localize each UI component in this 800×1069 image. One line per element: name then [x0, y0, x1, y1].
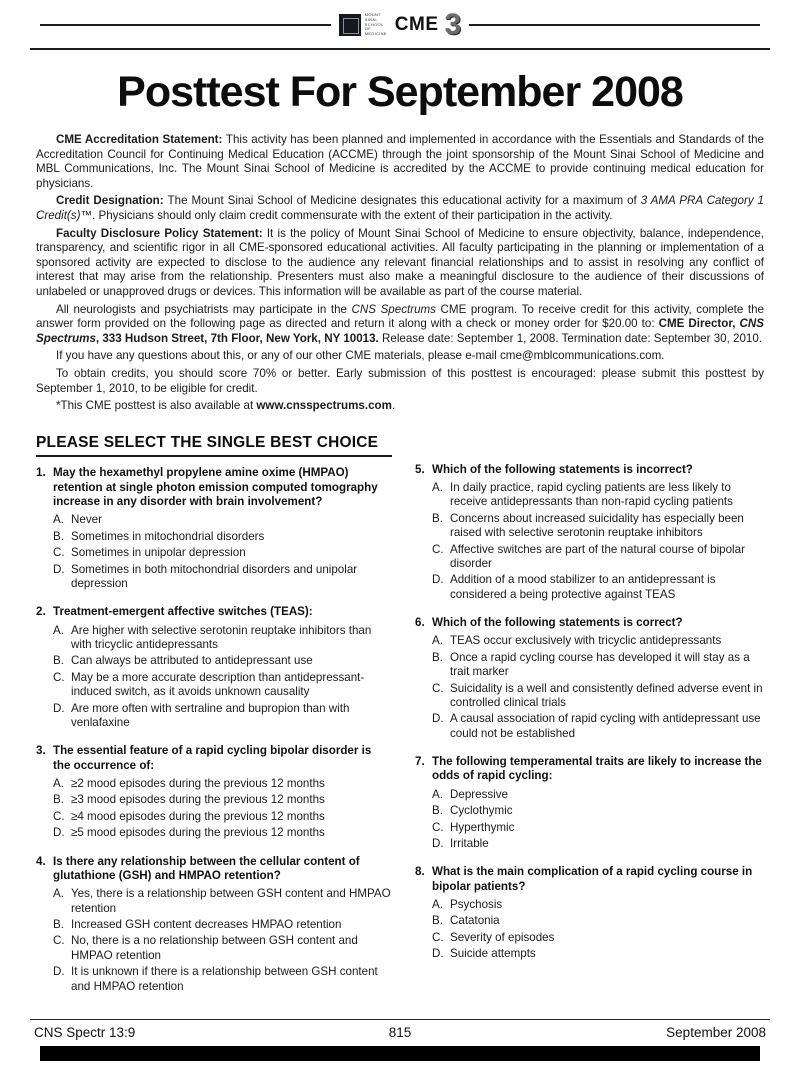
- option-letter: C.: [432, 930, 444, 944]
- option-letter: B.: [53, 918, 64, 932]
- journal-header: [40, 10, 760, 40]
- question-stem: [36, 744, 391, 773]
- answer-options: [36, 887, 391, 994]
- intro-text-segment: CNS Spectrums: [351, 302, 436, 316]
- answer-option-a: [53, 513, 391, 527]
- intro-text-segment: CNS Spectrums: [36, 317, 764, 345]
- question-number: 5.: [415, 462, 425, 476]
- answer-option-a: [53, 887, 391, 916]
- intro-paragraph-7: [36, 399, 764, 414]
- answer-option-a: [53, 777, 391, 791]
- option-letter: C.: [53, 546, 65, 560]
- question-stem: [415, 865, 770, 894]
- answer-option-d: [432, 947, 770, 961]
- option-letter: C.: [432, 820, 444, 834]
- option-text: ≥5 mood episodes during the previous 12 months: [71, 826, 325, 840]
- footer-journal: CNS Spectr 13:9: [34, 1025, 136, 1040]
- question-text: Which of the following statements is incorrect?: [432, 462, 693, 476]
- question-stem: [36, 466, 391, 509]
- answer-option-b: [53, 918, 391, 932]
- option-letter: D.: [53, 562, 65, 576]
- option-text: In daily practice, rapid cycling patients are less likely to receive antidepressants than non-rapid cycling patients: [450, 481, 733, 509]
- header-divider: [30, 48, 770, 50]
- option-text: Sometimes in unipolar depression: [71, 546, 246, 560]
- intro-text-segment: Release date: September 1, 2008. Termination date: September 30, 2010.: [378, 331, 763, 345]
- answer-option-c: [432, 682, 770, 711]
- intro-paragraph-2: [36, 194, 764, 223]
- answer-option-d: [432, 573, 770, 602]
- intro-text-segment: . Physicians should only claim credit commensurate with the extent of their participation in the activity.: [92, 208, 613, 222]
- intro-text-segment: This activity has been planned and implemented in accordance with the Essentials and Standards of the Accreditation Council for Continuing Medical Education (ACCME) through the joint sponsorship of the Mount Sinai School of Medicine and MBL Communications, Inc. The Mount Sinai School of Medicine is accredited by the ACCME to provide continuing medical education for physicians.: [36, 133, 764, 190]
- intro-text-segment: The Mount Sinai School of Medicine designates this educational activity for a maximum of: [167, 194, 641, 208]
- question-stem: [36, 605, 391, 619]
- question-5: [415, 463, 770, 602]
- option-letter: D.: [432, 947, 444, 961]
- questions-area: [36, 434, 770, 1008]
- intro-section: [36, 133, 764, 414]
- option-letter: C.: [53, 809, 65, 823]
- question-text: Treatment-emergent affective switches (TEAS):: [53, 605, 313, 619]
- header-rule-right: [469, 24, 760, 26]
- answer-option-b: [53, 793, 391, 807]
- intro-text-segment: Credit Designation:: [56, 194, 168, 208]
- option-text: Suicide attempts: [450, 947, 536, 961]
- intro-paragraph-4: [36, 303, 764, 347]
- answer-option-c: [432, 543, 770, 572]
- option-text: Hyperthymic: [450, 820, 515, 834]
- answer-option-d: [53, 965, 391, 994]
- mount-sinai-logo-icon: [339, 14, 361, 36]
- question-text: Which of the following statements is correct?: [432, 616, 683, 630]
- option-letter: A.: [432, 898, 443, 912]
- intro-text-segment: , 333 Hudson Street, 7th Floor, New York, NY 10013.: [95, 331, 379, 345]
- question-number: 8.: [415, 865, 425, 879]
- intro-text-segment: Faculty Disclosure Policy Statement:: [56, 226, 267, 240]
- question-8: [415, 865, 770, 961]
- option-letter: B.: [53, 654, 64, 668]
- answer-options: [415, 898, 770, 962]
- answer-option-a: [432, 481, 770, 510]
- answer-option-d: [432, 837, 770, 851]
- intro-text-segment: CME program. To receive credit for this activity, complete the answer form provided on the following page as directed and return it along with a check or money order for $20.00 to:: [36, 302, 765, 331]
- intro-text-segment: It is the policy of Mount Sinai School of Medicine to ensure objectivity, balance, independence, transparency, and scientific rigor in all CME-sponsored educational activities. All faculty participating in the planning or implementation of a sponsored activity are expected to disclose to the audience any relevant financial relationships and to assist in resolving any conflict of interest that may arise from the relationship. Presenters must also make a meaningful disclosure to the audience of their discussions of unlabeled or unapproved drugs or devices. This information will be available as part of the course material.: [36, 226, 764, 298]
- option-letter: C.: [432, 681, 444, 695]
- option-text: Sometimes in mitochondrial disorders: [71, 529, 265, 543]
- option-text: Affective switches are part of the natural course of bipolar disorder: [450, 542, 745, 570]
- option-letter: A.: [53, 623, 64, 637]
- answer-option-c: [53, 671, 391, 700]
- option-text: Psychosis: [450, 898, 503, 912]
- option-letter: A.: [53, 513, 64, 527]
- question-text: The following temperamental traits are likely to increase the odds of rapid cycling:: [432, 755, 762, 783]
- option-letter: B.: [432, 804, 443, 818]
- question-stem: [415, 463, 770, 477]
- answer-option-d: [432, 712, 770, 741]
- footer-issue-date: September 2008: [666, 1025, 766, 1040]
- intro-text-segment: www.cnsspectrums.com: [256, 399, 392, 413]
- option-letter: B.: [432, 650, 443, 664]
- option-letter: D.: [432, 573, 444, 587]
- intro-text-segment: All neurologists and psychiatrists may participate in the: [56, 302, 352, 316]
- answer-option-b: [53, 530, 391, 544]
- answer-option-c: [432, 821, 770, 835]
- cme-logo-number: 3: [444, 8, 462, 41]
- question-text: The essential feature of a rapid cycling bipolar disorder is the occurrence of:: [53, 744, 372, 772]
- option-text: Catatonia: [450, 914, 500, 928]
- intro-text-segment: 3 AMA PRA Category 1 Credit(s)™: [36, 194, 764, 222]
- footer-divider: [30, 1019, 770, 1020]
- answer-option-c: [53, 934, 391, 963]
- question-number: 2.: [36, 605, 46, 619]
- option-letter: A.: [53, 777, 64, 791]
- intro-text-segment: CME Director,: [658, 317, 740, 331]
- answer-option-d: [53, 702, 391, 731]
- option-text: Are higher with selective serotonin reuptake inhibitors than with tricyclic antidepressants: [71, 623, 372, 652]
- question-number: 6.: [415, 616, 425, 630]
- bottom-bar: [40, 1046, 760, 1061]
- option-letter: B.: [432, 914, 443, 928]
- option-letter: A.: [432, 787, 443, 801]
- option-text: Addition of a mood stabilizer to an antidepressant is considered a being protective against TEAS: [450, 573, 716, 601]
- answer-option-b: [432, 512, 770, 541]
- cme-logo-text: CME: [394, 14, 439, 35]
- answer-option-d: [53, 826, 391, 840]
- answer-options: [415, 481, 770, 602]
- questions-left-column: [36, 434, 391, 1008]
- question-6: [415, 616, 770, 741]
- option-text: Sometimes in both mitochondrial disorders and unipolar depression: [71, 562, 358, 590]
- page-footer: [0, 1019, 800, 1069]
- option-letter: B.: [53, 793, 64, 807]
- footer-page-number: 815: [388, 1025, 412, 1040]
- option-text: Are more often with sertraline and bupropion than with venlafaxine: [71, 701, 350, 729]
- question-7: [415, 755, 770, 851]
- option-text: Suicidality is a well and consistently defined adverse event in controlled clinical trials: [450, 681, 763, 709]
- question-number: 4.: [36, 854, 46, 868]
- answer-options: [36, 624, 391, 731]
- option-text: ≥2 mood episodes during the previous 12 months: [71, 777, 325, 791]
- question-number: 3.: [36, 744, 46, 758]
- option-text: Never: [71, 513, 102, 527]
- option-text: Once a rapid cycling course has developed it will stay as a trait marker: [450, 650, 750, 679]
- question-4: [36, 855, 391, 994]
- cme-logo: [331, 10, 469, 40]
- answer-option-b: [432, 914, 770, 928]
- option-text: No, there is a no relationship between GSH content and HMPAO retention: [71, 934, 358, 962]
- answer-option-b: [432, 651, 770, 680]
- option-text: Depressive: [450, 787, 508, 801]
- mount-sinai-microtext: MOUNT SINAI SCHOOL OF MEDICINE: [364, 12, 387, 37]
- answer-option-d: [53, 563, 391, 592]
- option-text: Cyclothymic: [450, 804, 513, 818]
- question-3: [36, 744, 391, 840]
- option-text: ≥3 mood episodes during the previous 12 months: [71, 793, 325, 807]
- option-letter: C.: [53, 934, 65, 948]
- answer-options: [36, 777, 391, 841]
- option-text: Concerns about increased suicidality has especially been raised with selective serotonin reuptake inhibitors: [450, 511, 744, 540]
- option-letter: B.: [53, 529, 64, 543]
- option-text: Increased GSH content decreases HMPAO retention: [71, 918, 342, 932]
- option-text: TEAS occur exclusively with tricyclic antidepressants: [450, 634, 722, 648]
- option-letter: A.: [432, 634, 443, 648]
- footer-row: [34, 1025, 766, 1040]
- answer-option-a: [53, 624, 391, 653]
- option-letter: D.: [53, 965, 65, 979]
- option-letter: C.: [53, 670, 65, 684]
- option-letter: A.: [432, 481, 443, 495]
- intro-text-segment: If you have any questions about this, or any of our other CME materials, please e-mail cme@mblcommunications.com.: [56, 349, 665, 363]
- intro-text-segment: To obtain credits, you should score 70% or better. Early submission of this posttest is encouraged: please submit this posttest by September 1, 2010, to be eligible for credit.: [36, 366, 764, 395]
- option-text: Can always be attributed to antidepressant use: [71, 654, 313, 668]
- question-1: [36, 466, 391, 591]
- option-letter: C.: [432, 542, 444, 556]
- answer-options: [415, 634, 770, 741]
- option-text: May be a more accurate description than antidepressant-induced switch, as it avoids unknown causality: [71, 670, 365, 699]
- answer-option-a: [432, 634, 770, 648]
- question-number: 7.: [415, 755, 425, 769]
- intro-text-segment: *This CME posttest is also available at: [56, 399, 257, 413]
- option-text: ≥4 mood episodes during the previous 12 months: [71, 809, 325, 823]
- question-number: 1.: [36, 466, 46, 480]
- answer-option-b: [432, 804, 770, 818]
- question-stem: [415, 755, 770, 784]
- header-rule-left: [40, 24, 331, 26]
- question-stem: [36, 855, 391, 884]
- answer-option-c: [53, 810, 391, 824]
- section-heading: PLEASE SELECT THE SINGLE BEST CHOICE: [36, 434, 392, 458]
- option-text: Severity of episodes: [450, 930, 555, 944]
- option-letter: D.: [53, 826, 65, 840]
- page-title: Posttest For September 2008: [117, 68, 683, 116]
- question-text: Is there any relationship between the cellular content of glutathione (GSH) and HMPAO retention?: [53, 854, 360, 882]
- answer-option-a: [432, 788, 770, 802]
- intro-paragraph-3: [36, 227, 764, 300]
- option-letter: D.: [432, 712, 444, 726]
- question-text: May the hexamethyl propylene amine oxime (HMPAO) retention at single photon emission computed tomography increase in any disorder with brain involvement?: [53, 466, 378, 509]
- question-2: [36, 605, 391, 730]
- option-text: A causal association of rapid cycling with antidepressant use could not be established: [450, 712, 761, 740]
- answer-option-b: [53, 654, 391, 668]
- intro-paragraph-1: [36, 133, 764, 191]
- question-text: What is the main complication of a rapid cycling course in bipolar patients?: [432, 865, 753, 893]
- intro-paragraph-6: [36, 367, 764, 396]
- option-text: It is unknown if there is a relationship between GSH content and HMPAO retention: [71, 965, 378, 993]
- answer-option-a: [432, 898, 770, 912]
- intro-paragraph-5: [36, 349, 764, 364]
- option-text: Yes, there is a relationship between GSH content and HMPAO retention: [71, 887, 391, 915]
- intro-text-segment: CME Accreditation Statement:: [56, 133, 226, 146]
- answer-option-c: [53, 546, 391, 560]
- question-stem: [415, 616, 770, 630]
- intro-text-segment: .: [391, 399, 396, 413]
- answer-options: [415, 788, 770, 852]
- questions-right-column: [415, 434, 770, 1008]
- option-letter: D.: [432, 836, 444, 850]
- option-letter: A.: [53, 887, 64, 901]
- option-text: Irritable: [450, 836, 489, 850]
- answer-options: [36, 513, 391, 591]
- answer-option-c: [432, 931, 770, 945]
- option-letter: D.: [53, 701, 65, 715]
- option-letter: B.: [432, 511, 443, 525]
